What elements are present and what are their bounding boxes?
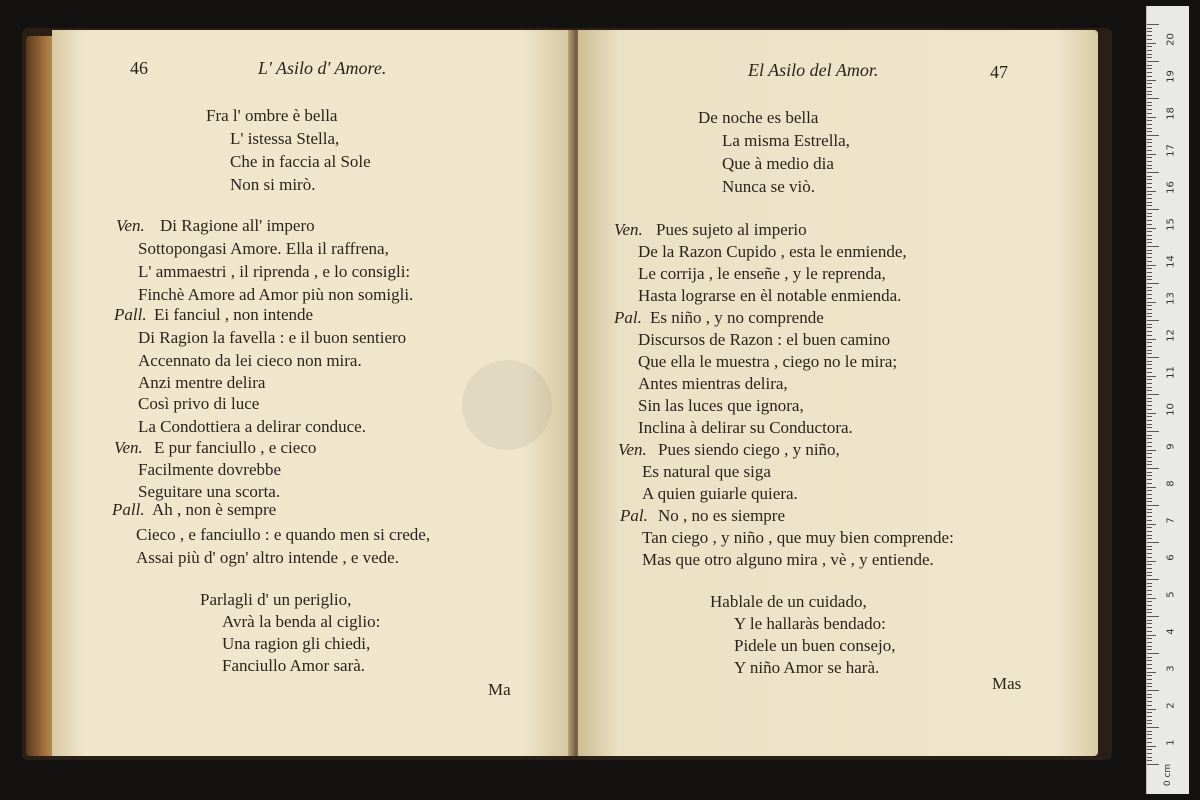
left-stanza2-line: Fanciullo Amor sarà. bbox=[222, 656, 366, 675]
dialogue-line: Le corrija , le enseñe , y le reprenda, bbox=[638, 264, 886, 283]
right-page-number: 47 bbox=[990, 62, 1008, 82]
ruler-tick bbox=[1147, 716, 1152, 717]
ruler-tick bbox=[1147, 612, 1152, 613]
ruler-tick bbox=[1147, 660, 1152, 661]
ruler-number: 20 bbox=[1165, 33, 1177, 46]
ruler-number: 8 bbox=[1165, 480, 1177, 487]
ruler-tick bbox=[1147, 209, 1159, 210]
ruler-tick bbox=[1147, 39, 1152, 40]
dialogue-line: Discursos de Razon : el buen camino bbox=[638, 330, 891, 349]
ruler-number: 13 bbox=[1165, 292, 1177, 305]
ruler-tick bbox=[1147, 294, 1152, 295]
ruler-tick bbox=[1147, 302, 1156, 303]
ruler-tick bbox=[1147, 509, 1152, 510]
ruler-number: 17 bbox=[1165, 144, 1177, 157]
ruler-tick bbox=[1147, 623, 1152, 624]
ruler-tick bbox=[1147, 598, 1156, 599]
ruler-tick bbox=[1147, 161, 1152, 162]
ruler-tick bbox=[1147, 235, 1152, 236]
ruler-tick bbox=[1147, 616, 1159, 617]
ruler-tick bbox=[1147, 350, 1152, 351]
left-stanza2-line: Parlagli d' un periglio, bbox=[200, 590, 352, 609]
ruler-tick bbox=[1147, 213, 1152, 214]
ruler-tick bbox=[1147, 738, 1152, 739]
ruler-tick bbox=[1147, 427, 1152, 428]
ruler-tick bbox=[1147, 405, 1152, 406]
ruler-tick bbox=[1147, 298, 1152, 299]
ruler-tick bbox=[1147, 165, 1152, 166]
ruler-tick bbox=[1147, 142, 1152, 143]
ruler-tick bbox=[1147, 168, 1152, 169]
ruler-tick bbox=[1147, 253, 1152, 254]
ruler-tick bbox=[1147, 709, 1156, 710]
ruler-tick bbox=[1147, 531, 1152, 532]
ruler-number: 14 bbox=[1165, 255, 1177, 268]
right-stanza1-line: Que à medio dia bbox=[722, 154, 834, 173]
ruler-tick bbox=[1147, 379, 1152, 380]
dialogue-line: Di Ragion la favella : e il buon sentiero bbox=[138, 328, 407, 347]
dialogue-line: Hasta lograrse en èl notable enmienda. bbox=[638, 286, 902, 305]
ruler-tick bbox=[1147, 464, 1152, 465]
ruler-tick bbox=[1147, 697, 1152, 698]
measurement-ruler bbox=[1146, 6, 1189, 794]
ruler-tick bbox=[1147, 80, 1156, 81]
ruler-tick bbox=[1147, 205, 1152, 206]
ruler-tick bbox=[1147, 202, 1152, 203]
ruler-tick bbox=[1147, 720, 1152, 721]
dialogue-line: Sin las luces que ignora, bbox=[638, 396, 804, 415]
ruler-number: 6 bbox=[1165, 554, 1177, 561]
ruler-tick bbox=[1147, 287, 1152, 288]
speaker-label: Pall. bbox=[112, 500, 145, 519]
left-stanza2-line: Avrà la benda al ciglio: bbox=[222, 612, 381, 631]
ruler-tick bbox=[1147, 579, 1159, 580]
ruler-tick bbox=[1147, 239, 1152, 240]
ruler-tick bbox=[1147, 590, 1152, 591]
left-stanza1-line: L' istessa Stella, bbox=[230, 129, 340, 148]
right-stanza1-line: Nunca se viò. bbox=[722, 177, 816, 196]
dialogue-line: Es niño , y no comprende bbox=[650, 308, 824, 327]
ruler-tick bbox=[1147, 672, 1156, 673]
speaker-label: Ven. bbox=[614, 220, 643, 239]
ruler-tick bbox=[1147, 424, 1152, 425]
ruler-tick bbox=[1147, 646, 1152, 647]
ruler-tick bbox=[1147, 257, 1152, 258]
speaker-label: Pall. bbox=[114, 305, 147, 324]
ruler-tick bbox=[1147, 157, 1152, 158]
ruler-tick bbox=[1147, 120, 1152, 121]
dialogue-line: Que ella le muestra , ciego no le mira; bbox=[638, 352, 898, 371]
dialogue-line: Pues siendo ciego , y niño, bbox=[658, 440, 840, 459]
right-stanza2-line: Y le hallaràs bendado: bbox=[734, 614, 886, 633]
ruler-number: 19 bbox=[1165, 70, 1177, 83]
ruler-tick bbox=[1147, 723, 1152, 724]
dialogue-line: Ah , non è sempre bbox=[152, 500, 277, 519]
dialogue-line: Di Ragione all' impero bbox=[160, 216, 315, 235]
ruler-tick bbox=[1147, 54, 1152, 55]
ruler-tick bbox=[1147, 483, 1152, 484]
ruler-tick bbox=[1147, 83, 1152, 84]
ruler-tick bbox=[1147, 512, 1152, 513]
ruler-tick bbox=[1147, 635, 1156, 636]
ruler-tick bbox=[1147, 631, 1152, 632]
right-catchword: Mas bbox=[992, 674, 1022, 693]
ruler-tick bbox=[1147, 372, 1152, 373]
dialogue-line: Assai più d' ogn' altro intende , e vede. bbox=[136, 548, 399, 567]
ruler-tick bbox=[1147, 346, 1152, 347]
ruler-tick bbox=[1147, 409, 1152, 410]
ruler-tick bbox=[1147, 128, 1152, 129]
ruler-tick bbox=[1147, 627, 1152, 628]
ruler-tick bbox=[1147, 187, 1152, 188]
ruler-tick bbox=[1147, 68, 1152, 69]
ruler-tick bbox=[1147, 383, 1152, 384]
ruler-tick bbox=[1147, 505, 1159, 506]
ruler-tick bbox=[1147, 442, 1152, 443]
ruler-tick bbox=[1147, 679, 1152, 680]
right-running-head: El Asilo del Amor. bbox=[748, 60, 879, 80]
dialogue-line: No , no es siempre bbox=[658, 506, 786, 525]
ruler-tick bbox=[1147, 438, 1152, 439]
ruler-tick bbox=[1147, 734, 1152, 735]
dialogue-line: Così privo di luce bbox=[138, 394, 260, 413]
dialogue-line: La Condottiera a delirar conduce. bbox=[138, 417, 366, 436]
ruler-number: 12 bbox=[1165, 329, 1177, 342]
ruler-tick bbox=[1147, 746, 1156, 747]
speaker-label: Pal. bbox=[620, 506, 648, 525]
ruler-number: 10 bbox=[1165, 403, 1177, 416]
left-stanza1-line: Fra l' ombre è bella bbox=[206, 106, 338, 125]
dialogue-line: Finchè Amore ad Amor più non somigli. bbox=[138, 285, 414, 304]
ruler-tick bbox=[1147, 490, 1152, 491]
dialogue-line: Cieco , e fanciullo : e quando men si crede, bbox=[136, 525, 431, 544]
ruler-tick bbox=[1147, 65, 1152, 66]
speaker-label: Ven. bbox=[116, 216, 145, 235]
ruler-tick bbox=[1147, 468, 1159, 469]
ruler-tick bbox=[1147, 87, 1152, 88]
ruler-tick bbox=[1147, 472, 1152, 473]
ruler-tick bbox=[1147, 154, 1156, 155]
ruler-tick bbox=[1147, 290, 1152, 291]
ruler-tick bbox=[1147, 498, 1152, 499]
ruler-tick bbox=[1147, 453, 1152, 454]
ruler-tick bbox=[1147, 368, 1152, 369]
ruler-tick bbox=[1147, 146, 1152, 147]
ruler-tick bbox=[1147, 194, 1152, 195]
ruler-tick bbox=[1147, 272, 1152, 273]
ruler-tick bbox=[1147, 305, 1152, 306]
ruler-tick bbox=[1147, 731, 1152, 732]
ruler-tick bbox=[1147, 638, 1152, 639]
ruler-number: 5 bbox=[1165, 591, 1177, 598]
right-stanza2-line: Pidele un buen consejo, bbox=[734, 636, 896, 655]
dialogue-line: A quien guiarle quiera. bbox=[642, 484, 798, 503]
ruler-tick bbox=[1147, 135, 1159, 136]
ruler-tick bbox=[1147, 109, 1152, 110]
ruler-tick bbox=[1147, 327, 1152, 328]
ruler-tick bbox=[1147, 94, 1152, 95]
ruler-tick bbox=[1147, 309, 1152, 310]
right-stanza2-line: Hablale de un cuidado, bbox=[710, 592, 867, 611]
ruler-tick bbox=[1147, 413, 1156, 414]
ruler-tick bbox=[1147, 664, 1152, 665]
left-running-head: L' Asilo d' Amore. bbox=[258, 58, 387, 78]
ruler-number: 1 bbox=[1165, 739, 1177, 746]
ruler-tick bbox=[1147, 28, 1152, 29]
ruler-tick bbox=[1147, 416, 1152, 417]
dialogue-line: L' ammaestri , il riprenda , e lo consigli: bbox=[138, 262, 411, 281]
ruler-tick bbox=[1147, 339, 1156, 340]
ruler-tick bbox=[1147, 760, 1152, 761]
ruler-tick bbox=[1147, 172, 1159, 173]
ruler-tick bbox=[1147, 546, 1152, 547]
ruler-tick bbox=[1147, 749, 1152, 750]
ruler-tick bbox=[1147, 586, 1152, 587]
left-catchword: Ma bbox=[488, 680, 511, 699]
ruler-tick bbox=[1147, 494, 1152, 495]
ruler-tick bbox=[1147, 398, 1152, 399]
ruler-tick bbox=[1147, 742, 1152, 743]
ruler-tick bbox=[1147, 72, 1152, 73]
ruler-tick bbox=[1147, 420, 1152, 421]
ruler-number: 16 bbox=[1165, 181, 1177, 194]
ruler-tick bbox=[1147, 653, 1159, 654]
ruler-tick bbox=[1147, 524, 1156, 525]
ruler-tick bbox=[1147, 668, 1152, 669]
ruler-tick bbox=[1147, 216, 1152, 217]
dialogue-line: Mas que otro alguno mira , vè , y entiende. bbox=[642, 550, 934, 569]
ruler-tick bbox=[1147, 246, 1159, 247]
ruler-tick bbox=[1147, 316, 1152, 317]
ruler-tick bbox=[1147, 516, 1152, 517]
ruler-tick bbox=[1147, 457, 1152, 458]
ruler-tick bbox=[1147, 76, 1152, 77]
speaker-label: Ven. bbox=[114, 438, 143, 457]
ruler-tick bbox=[1147, 265, 1156, 266]
ruler-tick bbox=[1147, 501, 1152, 502]
ruler-tick bbox=[1147, 43, 1156, 44]
ruler-tick bbox=[1147, 642, 1152, 643]
ruler-tick bbox=[1147, 479, 1152, 480]
ruler-tick bbox=[1147, 594, 1152, 595]
ruler-tick bbox=[1147, 561, 1156, 562]
ruler-tick bbox=[1147, 757, 1152, 758]
ruler-tick bbox=[1147, 446, 1152, 447]
ruler-tick bbox=[1147, 657, 1152, 658]
right-stanza2-line: Y niño Amor se harà. bbox=[734, 658, 880, 677]
ruler-tick bbox=[1147, 520, 1152, 521]
ruler-tick bbox=[1147, 572, 1152, 573]
ruler-tick bbox=[1147, 431, 1159, 432]
ruler-tick bbox=[1147, 376, 1156, 377]
ruler-tick bbox=[1147, 705, 1152, 706]
ruler-tick bbox=[1147, 649, 1152, 650]
ruler-tick bbox=[1147, 320, 1159, 321]
library-stamp bbox=[462, 360, 552, 450]
ruler-tick bbox=[1147, 35, 1152, 36]
ruler-tick bbox=[1147, 198, 1152, 199]
ruler-tick bbox=[1147, 353, 1152, 354]
ruler-tick bbox=[1147, 31, 1152, 32]
ruler-tick bbox=[1147, 361, 1152, 362]
ruler-tick bbox=[1147, 575, 1152, 576]
ruler-tick bbox=[1147, 538, 1152, 539]
ruler-tick bbox=[1147, 601, 1152, 602]
ruler-tick bbox=[1147, 98, 1159, 99]
dialogue-line: Accennato da lei cieco non mira. bbox=[138, 351, 362, 370]
ruler-tick bbox=[1147, 331, 1152, 332]
ruler-tick bbox=[1147, 250, 1152, 251]
right-page bbox=[578, 30, 1098, 756]
dialogue-line: Inclina à delirar su Conductora. bbox=[638, 418, 853, 437]
ruler-tick bbox=[1147, 390, 1152, 391]
ruler-tick bbox=[1147, 117, 1156, 118]
ruler-tick bbox=[1147, 394, 1159, 395]
speaker-label: Pal. bbox=[614, 308, 642, 327]
ruler-tick bbox=[1147, 675, 1152, 676]
ruler-tick bbox=[1147, 276, 1152, 277]
ruler-tick bbox=[1147, 450, 1156, 451]
ruler-tick bbox=[1147, 694, 1152, 695]
ruler-tick bbox=[1147, 268, 1152, 269]
ruler-tick bbox=[1147, 435, 1152, 436]
ruler-tick bbox=[1147, 228, 1156, 229]
left-page bbox=[52, 30, 574, 756]
dialogue-line: Tan ciego , y niño , que muy bien comprende: bbox=[642, 528, 954, 547]
dialogue-line: Seguitare una scorta. bbox=[138, 482, 281, 501]
right-stanza1-line: La misma Estrella, bbox=[722, 131, 850, 150]
ruler-tick bbox=[1147, 535, 1152, 536]
ruler-tick bbox=[1147, 102, 1152, 103]
ruler-tick bbox=[1147, 113, 1152, 114]
ruler-tick bbox=[1147, 357, 1159, 358]
ruler-tick bbox=[1147, 487, 1156, 488]
ruler-tick bbox=[1147, 553, 1152, 554]
right-stanza1-line: De noche es bella bbox=[698, 108, 819, 127]
ruler-tick bbox=[1147, 690, 1159, 691]
dialogue-line: Ei fanciul , non intende bbox=[154, 305, 314, 324]
ruler-tick bbox=[1147, 557, 1152, 558]
ruler-tick bbox=[1147, 61, 1159, 62]
ruler-tick bbox=[1147, 283, 1159, 284]
ruler-number: 11 bbox=[1165, 366, 1177, 379]
speaker-label: Ven. bbox=[618, 440, 647, 459]
ruler-tick bbox=[1147, 150, 1152, 151]
ruler-tick bbox=[1147, 224, 1152, 225]
dialogue-line: Es natural que siga bbox=[642, 462, 771, 481]
ruler-tick bbox=[1147, 313, 1152, 314]
ruler-tick bbox=[1147, 387, 1152, 388]
dialogue-line: Anzi mentre delira bbox=[138, 373, 266, 392]
ruler-number: 18 bbox=[1165, 107, 1177, 120]
ruler-tick bbox=[1147, 461, 1152, 462]
dialogue-line: Pues sujeto al imperio bbox=[656, 220, 807, 239]
ruler-tick bbox=[1147, 568, 1152, 569]
ruler-tick bbox=[1147, 105, 1152, 106]
ruler-tick bbox=[1147, 191, 1156, 192]
ruler-number: 4 bbox=[1165, 628, 1177, 635]
ruler-tick bbox=[1147, 261, 1152, 262]
ruler-tick bbox=[1147, 764, 1159, 765]
ruler-tick bbox=[1147, 564, 1152, 565]
dialogue-line: E pur fanciullo , e cieco bbox=[154, 438, 317, 457]
ruler-tick bbox=[1147, 46, 1152, 47]
ruler-tick bbox=[1147, 231, 1152, 232]
ruler-tick bbox=[1147, 701, 1152, 702]
left-page-number: 46 bbox=[130, 58, 148, 78]
ruler-unit-label: 0 cm bbox=[1163, 763, 1174, 787]
ruler-tick bbox=[1147, 176, 1152, 177]
dialogue-line: Facilmente dovrebbe bbox=[138, 460, 282, 479]
left-stanza1-line: Che in faccia al Sole bbox=[230, 152, 371, 171]
left-stanza2-line: Una ragion gli chiedi, bbox=[222, 634, 371, 653]
ruler-tick bbox=[1147, 712, 1152, 713]
dialogue-line: Sottopongasi Amore. Ella il raffrena, bbox=[138, 239, 389, 258]
ruler-number: 15 bbox=[1165, 218, 1177, 231]
ruler-tick bbox=[1147, 542, 1159, 543]
ruler-tick bbox=[1147, 139, 1152, 140]
left-stanza1-line: Non si mirò. bbox=[230, 175, 316, 194]
ruler-number: 2 bbox=[1165, 702, 1177, 709]
ruler-tick bbox=[1147, 686, 1152, 687]
ruler-number: 3 bbox=[1165, 665, 1177, 672]
ruler-tick bbox=[1147, 131, 1152, 132]
dialogue-line: Antes mientras delira, bbox=[638, 374, 788, 393]
ruler-tick bbox=[1147, 183, 1152, 184]
ruler-tick bbox=[1147, 124, 1152, 125]
ruler-tick bbox=[1147, 683, 1152, 684]
ruler-tick bbox=[1147, 91, 1152, 92]
ruler-tick bbox=[1147, 527, 1152, 528]
ruler-tick bbox=[1147, 549, 1152, 550]
ruler-tick bbox=[1147, 401, 1152, 402]
ruler-tick bbox=[1147, 609, 1152, 610]
ruler-number: 7 bbox=[1165, 517, 1177, 524]
ruler-tick bbox=[1147, 242, 1152, 243]
ruler-tick bbox=[1147, 179, 1152, 180]
ruler-tick bbox=[1147, 24, 1159, 25]
ruler-tick bbox=[1147, 364, 1152, 365]
ruler-tick bbox=[1147, 342, 1152, 343]
ruler-tick bbox=[1147, 279, 1152, 280]
ruler-tick bbox=[1147, 57, 1152, 58]
ruler-tick bbox=[1147, 583, 1152, 584]
ruler-tick bbox=[1147, 475, 1152, 476]
ruler-tick bbox=[1147, 324, 1152, 325]
ruler-tick bbox=[1147, 727, 1159, 728]
ruler-tick bbox=[1147, 220, 1152, 221]
dialogue-line: De la Razon Cupido , esta le enmiende, bbox=[638, 242, 907, 261]
ruler-tick bbox=[1147, 620, 1152, 621]
ruler-tick bbox=[1147, 50, 1152, 51]
ruler-tick bbox=[1147, 335, 1152, 336]
ruler-tick bbox=[1147, 753, 1152, 754]
ruler-tick bbox=[1147, 605, 1152, 606]
ruler-number: 9 bbox=[1165, 443, 1177, 450]
